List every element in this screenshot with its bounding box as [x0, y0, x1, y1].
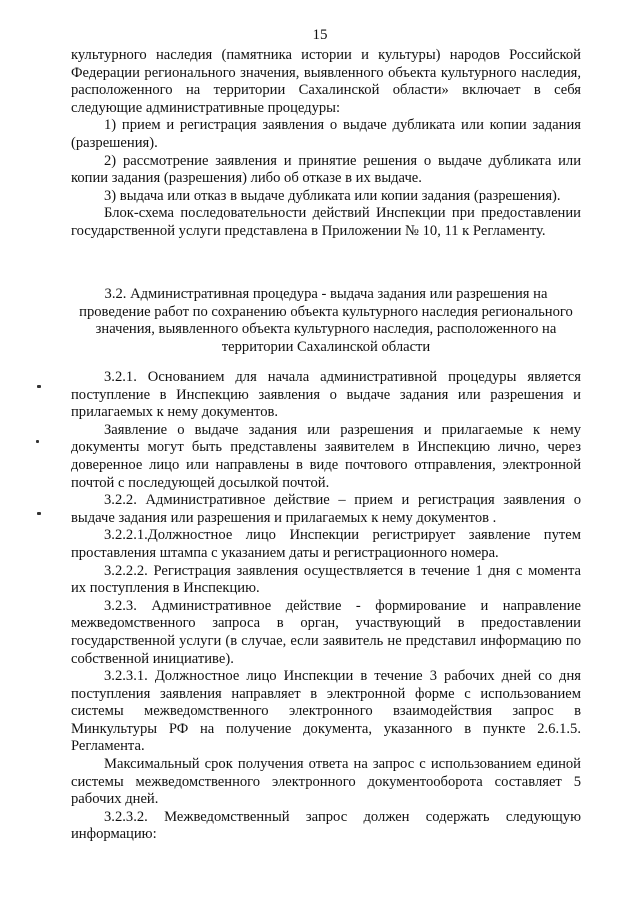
paragraph: Максимальный срок получения ответа на запрос с использованием единой системы межведомственного электронного документооборота составляет 5 рабочих дней.	[71, 756, 581, 808]
section-heading: 3.2. Административная процедура - выдача задания или разрешения на проведение работ по сохранению объекта культурного наследия регионального значения, выявленного объекта культурного наследия, расположенного на территории Сахалинской области	[79, 286, 573, 355]
page-number: 15	[312, 27, 328, 43]
section-text-block	[71, 369, 581, 844]
paragraph: Заявление о выдаче задания или разрешения и прилагаемые к нему документы могут быть представлены заявителем в Инспекцию лично, через доверенное лицо или направлены в виде почтового отправления, электронной почтой с последующей досылкой почтой.	[71, 421, 581, 491]
paragraph: 3.2.1. Основанием для начала административной процедуры является поступление в Инспекцию заявления о выдаче задания или разрешения и прилагаемых к нему документов.	[71, 369, 581, 421]
paragraph: Блок-схема последовательности действий Инспекции при предоставлении государственной услуги представлена в Приложении № 10, 11 к Регламенту.	[71, 205, 581, 239]
paragraph: 3.2.3. Административное действие - формирование и направление межведомственного запроса в орган, участвующий в предоставлении государственной услуги (в случае, если заявитель не представил информацию по собственной инициативе).	[71, 597, 581, 667]
paragraph: 1) прием и регистрация заявления о выдаче дубликата или копии задания (разрешения).	[71, 117, 581, 151]
top-text-block	[71, 47, 581, 241]
margin-mark	[37, 512, 41, 515]
paragraph: 3.2.3.1. Должностное лицо Инспекции в течение 3 рабочих дней со дня поступления заявления направляет в электронной форме с использованием системы межведомственного электронного взаимодействия запрос в Минкультуры РФ на получение документа, указанного в пункте 2.6.1.5. Регламента.	[71, 668, 581, 755]
margin-mark	[36, 440, 39, 443]
paragraph: культурного наследия (памятника истории и культуры) народов Российской Федерации регионального значения, выявленного объекта культурного наследия, расположенного на территории Сахалинской области» включает в себя следующие административные процедуры:	[71, 47, 581, 116]
paragraph: 3.2.2. Административное действие – прием и регистрация заявления о выдаче задания или разрешения и прилагаемых к нему документов .	[71, 492, 581, 526]
paragraph: 3.2.2.2. Регистрация заявления осуществляется в течение 1 дня с момента их поступления в Инспекцию.	[71, 562, 581, 597]
paragraph: 2) рассмотрение заявления и принятие решения о выдаче дубликата или копии задания (разрешения) либо об отказе в их выдаче.	[71, 152, 581, 187]
margin-mark	[37, 385, 41, 388]
paragraph: 3.2.2.1.Должностное лицо Инспекции регистрирует заявление путем проставления штампа с указанием даты и регистрационного номера.	[71, 527, 581, 561]
paragraph: 3) выдача или отказ в выдаче дубликата или копии задания (разрешения).	[104, 187, 561, 204]
paragraph: 3.2.3.2. Межведомственный запрос должен содержать следующую информацию:	[71, 808, 581, 843]
